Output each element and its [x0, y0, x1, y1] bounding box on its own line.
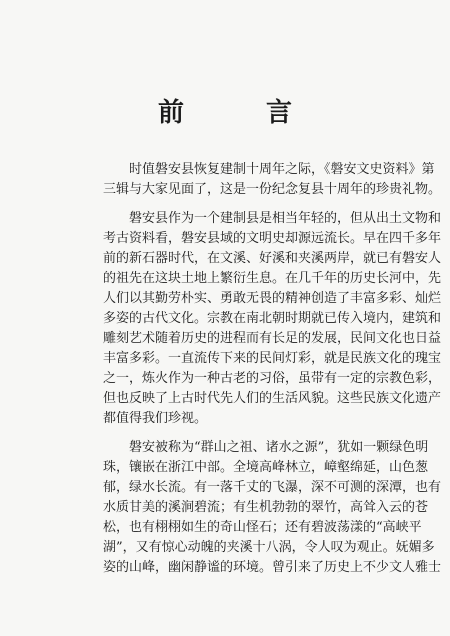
text-line: 多姿的古代文化。宗教在南北朝时期就已传入境内，建筑和	[103, 311, 442, 326]
text-line: 雕刻艺术随着历史的进程而有长足的发展，民间文化也日益	[103, 331, 442, 346]
text-line: 松，也有栩栩如生的奇山怪石；还有碧波荡漾的“高峡平	[103, 520, 422, 535]
text-line: 考古资料看，磐安县域的文明史却源远流长。早在四千多年	[103, 231, 442, 246]
text-line: 前的新石器时代，在文溪、好溪和夹溪两岸，就已有磐安人	[103, 251, 442, 266]
text-line: 磐安被称为“群山之祖、诸水之源”，犹如一颗绿色明	[129, 440, 429, 455]
paragraph-2	[103, 209, 442, 429]
text-line: 丰富多彩。一直流传下来的民间灯彩，就是民族文化的瑰宝	[103, 351, 442, 366]
text-line: 人们以其勤劳朴实、勇敢无畏的精神创造了丰富多彩、灿烂	[103, 291, 442, 306]
text-line: 郁，绿水长流。有一落千丈的飞瀑，深不可测的深潭，也有	[103, 480, 442, 495]
text-line: 珠，镶嵌在浙江中部。全境高峰林立，嶂壑绵延，山色葱	[103, 460, 429, 475]
preface-body	[103, 160, 442, 578]
paragraph-1	[103, 160, 442, 200]
text-line: 姿的山峰，幽闲静谧的环境。曾引来了历史上不少文人雅士	[103, 560, 442, 575]
text-line: 之一，炼火作为一种古老的习俗，虽带有一定的宗教色彩，	[103, 371, 442, 386]
paragraph-3	[103, 438, 442, 578]
text-line: 时值磐安县恢复建制十周年之际，《磐安文史资料》第	[129, 162, 435, 177]
text-line: 水质甘美的溪涧碧流；有生机勃勃的翠竹，高耸入云的苍	[103, 500, 429, 515]
text-line: 湖”，又有惊心动魄的夹溪十八涡，令人叹为观止。妩媚多	[103, 540, 435, 555]
text-line: 但也反映了上古时代先人们的生活风貌。这些民族文化遗产	[103, 391, 442, 406]
text-line: 的祖先在这块土地上繁衍生息。在几千年的历史长河中，先	[103, 271, 442, 286]
page-title: 前 言	[157, 98, 320, 128]
text-line: 都值得我们珍视。	[103, 411, 208, 426]
text-line: 三辑与大家见面了，这是一份纪念复县十周年的珍贵礼物。	[103, 182, 442, 197]
text-line: 磐安县作为一个建制县是相当年轻的，但从出土文物和	[129, 211, 442, 226]
